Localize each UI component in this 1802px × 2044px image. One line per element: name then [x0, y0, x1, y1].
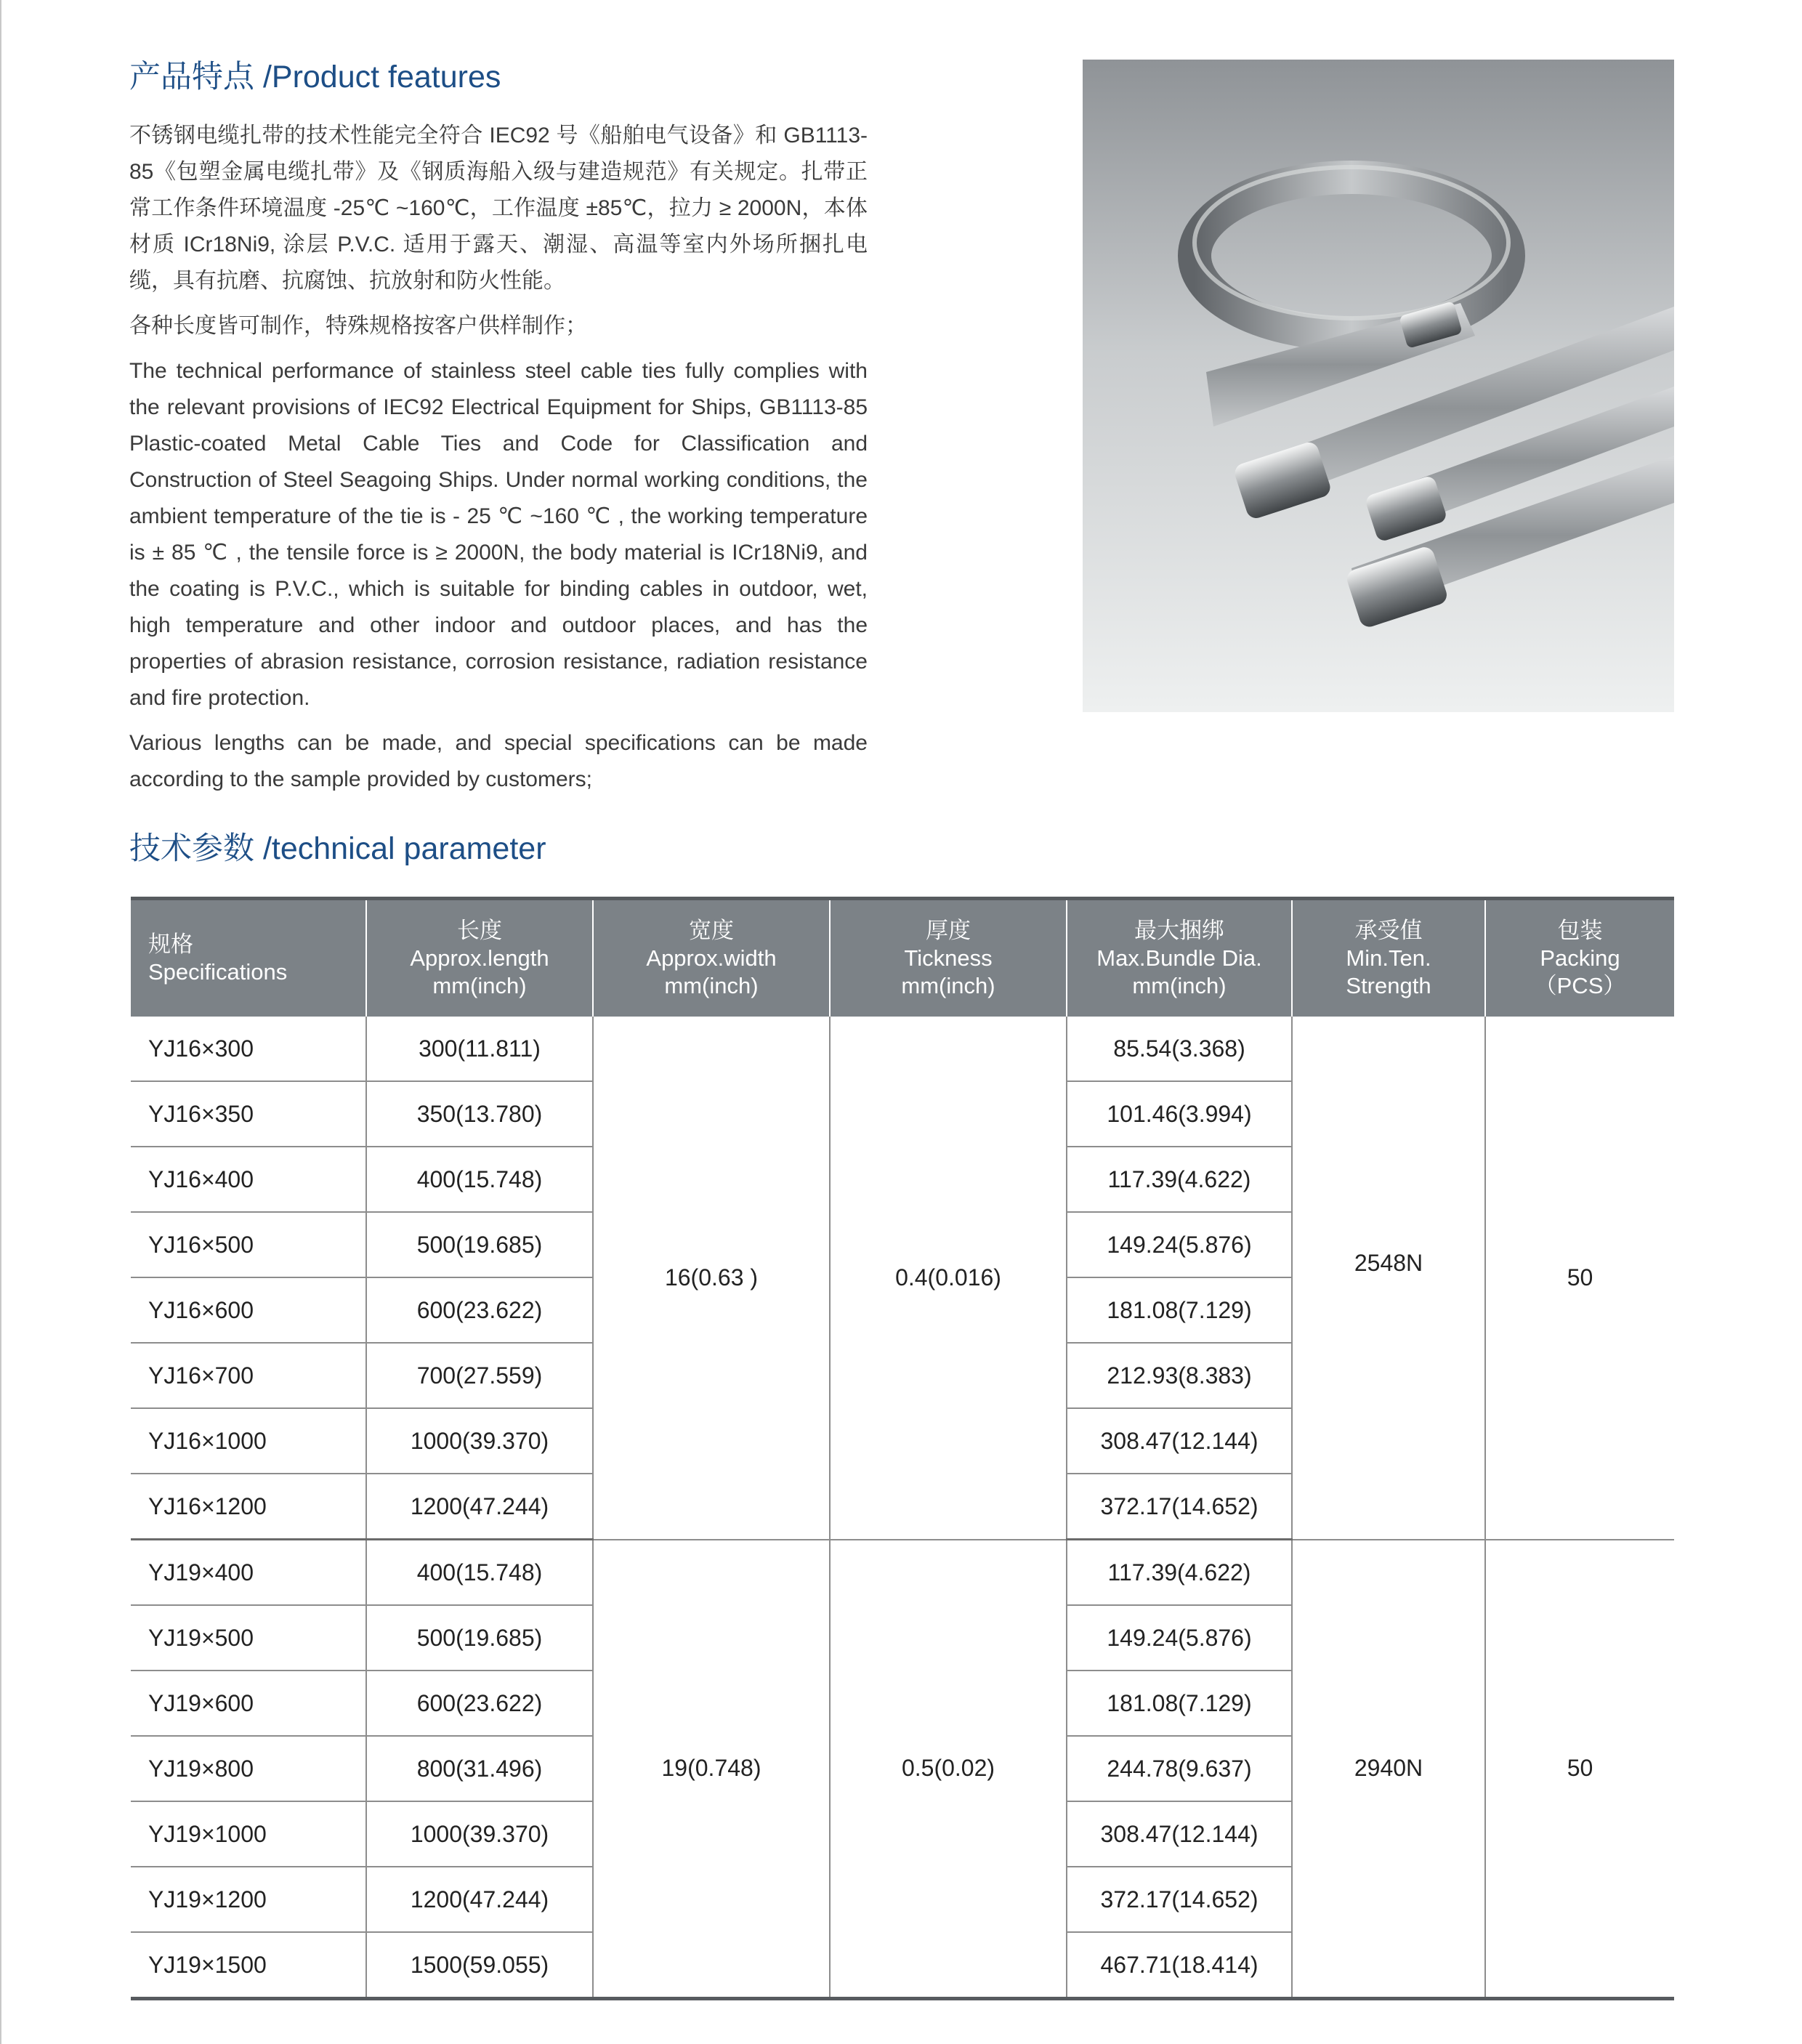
features-cn-paragraph-2: 各种长度皆可制作，特殊规格按客户供样制作； — [129, 314, 587, 338]
cell-spec: YJ19×800 — [131, 1736, 366, 1801]
cell-spec: YJ16×500 — [131, 1212, 366, 1277]
cell-bundle: 308.47(12.144) — [1067, 1408, 1292, 1474]
cell-spec: YJ19×1000 — [131, 1801, 366, 1867]
cell-length: 400(15.748) — [366, 1540, 593, 1606]
cell-spec: YJ19×600 — [131, 1671, 366, 1736]
cell-bundle: 308.47(12.144) — [1067, 1801, 1292, 1867]
cell-length: 500(19.685) — [366, 1212, 593, 1277]
header-strength-en-2: Strength — [1346, 973, 1431, 998]
cell-length: 800(31.496) — [366, 1736, 593, 1801]
cell-length: 600(23.622) — [366, 1671, 593, 1736]
cell-spec: YJ16×400 — [131, 1147, 366, 1212]
technical-parameter-title: 技术参数 /technical parameter — [129, 831, 546, 866]
cell-bundle: 212.93(8.383) — [1067, 1343, 1292, 1408]
cell-spec: YJ19×500 — [131, 1605, 366, 1671]
header-length — [366, 899, 593, 1017]
cell-strength-group-19: 2940N — [1292, 1540, 1485, 1999]
cell-thickness-group-16: 0.4(0.016) — [830, 1017, 1067, 1540]
cell-bundle: 467.71(18.414) — [1067, 1932, 1292, 1999]
cell-bundle: 244.78(9.637) — [1067, 1736, 1292, 1801]
features-en-paragraph-1: The technical performance of stainless steel cable ties fully complies with the relevant provisions of IEC92 Electrical Equipment for Ships, GB1113-85 Plastic-coated Metal Cable Ties and Code for Classification and Construction of Steel Seagoing Ships. Under normal working conditions, the ambient temperature of the tie is - 25 ℃ ~160 ℃ , the working temperature is ± 85 ℃ , the tensile force is ≥ 2000N, the body material is ICr18Ni9, and the coating is P.V.C., which is suitable for binding cables in outdoor, wet, high temperature and other indoor and outdoor places, and has the properties of abrasion resistance, corrosion resistance, radiation resistance and fire protection. — [129, 359, 868, 710]
cell-width-group-19: 19(0.748) — [593, 1540, 830, 1999]
header-thickness — [830, 899, 1067, 1017]
cell-length: 350(13.780) — [366, 1081, 593, 1147]
cell-bundle: 372.17(14.652) — [1067, 1474, 1292, 1540]
header-thickness-en: Tickness — [904, 945, 993, 971]
header-strength-en: Min.Ten. — [1346, 945, 1431, 971]
header-bundle-cn: 最大捆绑 — [1134, 918, 1224, 943]
cell-packing-group-16: 50 — [1485, 1017, 1674, 1540]
header-strength — [1292, 899, 1485, 1017]
cell-packing-group-19: 50 — [1485, 1540, 1674, 1999]
header-spec-en: Specifications — [148, 959, 288, 985]
cell-spec: YJ16×700 — [131, 1343, 366, 1408]
header-width-unit: mm(inch) — [664, 973, 759, 998]
cell-spec: YJ19×1500 — [131, 1932, 366, 1999]
cell-bundle: 149.24(5.876) — [1067, 1212, 1292, 1277]
header-bundle — [1067, 899, 1292, 1017]
header-packing — [1485, 899, 1674, 1017]
header-length-en: Approx.length — [410, 945, 549, 971]
header-packing-en: Packing — [1540, 945, 1620, 971]
features-en-paragraph-2: Various lengths can be made, and special specifications can be made according to the sample provided by customers; — [129, 731, 868, 791]
cell-length: 1000(39.370) — [366, 1408, 593, 1474]
header-bundle-unit: mm(inch) — [1132, 973, 1227, 998]
cell-bundle: 372.17(14.652) — [1067, 1867, 1292, 1932]
cell-spec: YJ16×300 — [131, 1017, 366, 1081]
header-packing-unit: （PCS） — [1534, 973, 1626, 998]
product-photo-cable-ties — [1083, 60, 1674, 712]
header-length-cn: 长度 — [457, 918, 502, 943]
product-features-title: 产品特点 /Product features — [129, 60, 501, 94]
header-width-cn: 宽度 — [689, 918, 734, 943]
table-row — [131, 1017, 1674, 1081]
header-thickness-unit: mm(inch) — [901, 973, 995, 998]
header-width — [593, 899, 830, 1017]
header-thickness-cn: 厚度 — [926, 918, 971, 943]
table-row — [131, 1540, 1674, 1606]
header-packing-cn: 包装 — [1557, 918, 1603, 943]
cell-bundle: 117.39(4.622) — [1067, 1147, 1292, 1212]
cell-length: 1000(39.370) — [366, 1801, 593, 1867]
header-width-en: Approx.width — [646, 945, 777, 971]
cell-length: 1200(47.244) — [366, 1867, 593, 1932]
cell-bundle: 117.39(4.622) — [1067, 1540, 1292, 1606]
cell-bundle: 85.54(3.368) — [1067, 1017, 1292, 1081]
header-length-unit: mm(inch) — [432, 973, 527, 998]
cell-bundle: 149.24(5.876) — [1067, 1605, 1292, 1671]
cell-width-group-16: 16(0.63 ) — [593, 1017, 830, 1540]
cell-bundle: 101.46(3.994) — [1067, 1081, 1292, 1147]
cell-spec: YJ19×1200 — [131, 1867, 366, 1932]
cell-bundle: 181.08(7.129) — [1067, 1277, 1292, 1343]
cell-length: 500(19.685) — [366, 1605, 593, 1671]
header-bundle-en: Max.Bundle Dia. — [1096, 945, 1262, 971]
cell-spec: YJ19×400 — [131, 1540, 366, 1606]
product-features-text — [129, 118, 868, 807]
technical-parameter-table — [131, 897, 1674, 2000]
cell-length: 1200(47.244) — [366, 1474, 593, 1540]
header-spec-cn: 规格 — [148, 932, 193, 957]
cell-spec: YJ16×1200 — [131, 1474, 366, 1540]
cell-length: 600(23.622) — [366, 1277, 593, 1343]
cell-spec: YJ16×350 — [131, 1081, 366, 1147]
cell-spec: YJ16×600 — [131, 1277, 366, 1343]
cell-bundle: 181.08(7.129) — [1067, 1671, 1292, 1736]
features-cn-paragraph-1: 不锈钢电缆扎带的技术性能完全符合 IEC92 号《船舶电气设备》和 GB1113-85《包塑金属电缆扎带》及《钢质海船入级与建造规范》有关规定。扎带正常工作条件环境温度 -25℃ ~160℃，工作温度 ±85℃，拉力 ≥ 2000N，本体材质 ICr18Ni9, 涂层 P.V.C. 适用于露天、潮湿、高温等室内外场所捆扎电缆，具有抗磨、抗腐蚀、抗放射和防火性能。 — [129, 124, 868, 293]
cell-length: 700(27.559) — [366, 1343, 593, 1408]
cell-spec: YJ16×1000 — [131, 1408, 366, 1474]
cell-length: 400(15.748) — [366, 1147, 593, 1212]
cell-thickness-group-19: 0.5(0.02) — [830, 1540, 1067, 1999]
header-spec — [131, 899, 366, 1017]
header-strength-cn: 承受值 — [1354, 918, 1423, 943]
cell-length: 1500(59.055) — [366, 1932, 593, 1999]
cell-length: 300(11.811) — [366, 1017, 593, 1081]
table-header-row — [131, 899, 1674, 1017]
cell-strength-group-16: 2548N — [1292, 1017, 1485, 1540]
